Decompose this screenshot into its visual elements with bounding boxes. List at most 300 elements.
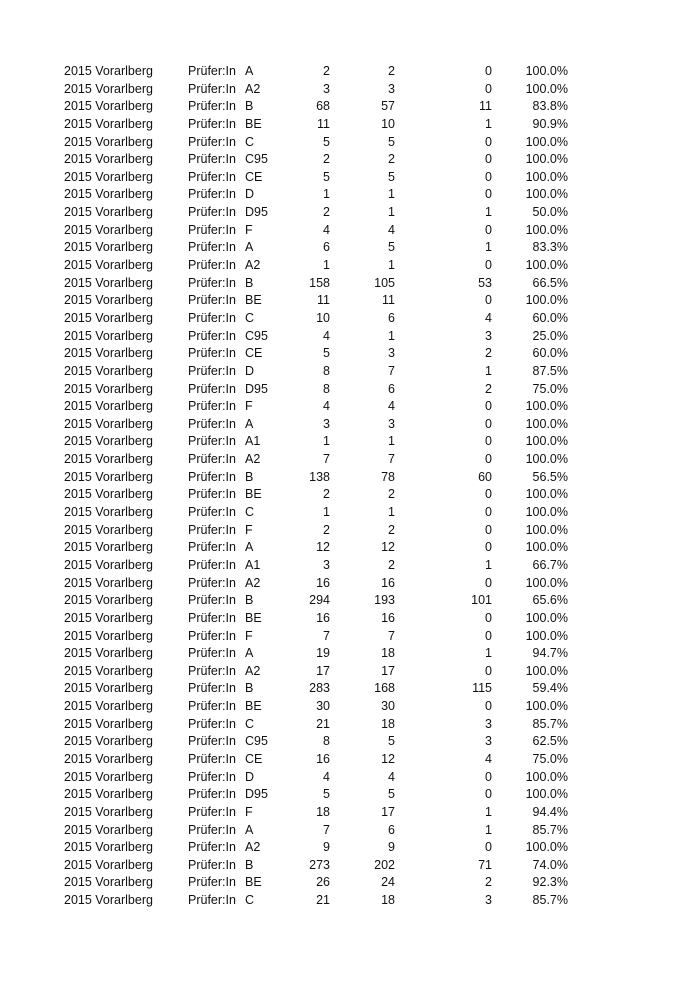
cell-license-class: A2: [245, 258, 261, 273]
cell-license-class: F: [245, 222, 253, 237]
cell-license-class: B: [245, 593, 254, 608]
table-row: [0, 186, 700, 204]
cell-total: 2: [323, 487, 330, 502]
cell-license-class: D: [245, 769, 255, 784]
cell-role: Prüfer:In: [188, 557, 236, 572]
cell-pass-rate: 100.0%: [525, 663, 568, 678]
cell-pass-rate: 56.5%: [532, 469, 568, 484]
cell-pass-rate: 100.0%: [525, 699, 568, 714]
cell-license-class: B: [245, 99, 254, 114]
cell-total: 7: [323, 628, 330, 643]
cell-passed: 5: [388, 240, 395, 255]
cell-year-region: 2015 Vorarlberg: [64, 787, 153, 802]
cell-failed: 0: [485, 628, 492, 643]
cell-failed: 0: [485, 610, 492, 625]
cell-role: Prüfer:In: [188, 452, 236, 467]
cell-pass-rate: 100.0%: [525, 575, 568, 590]
cell-license-class: C: [245, 893, 255, 908]
cell-pass-rate: 100.0%: [525, 787, 568, 802]
cell-role: Prüfer:In: [188, 99, 236, 114]
cell-role: Prüfer:In: [188, 328, 236, 343]
table-row: [0, 698, 700, 716]
cell-failed: 1: [485, 804, 492, 819]
cell-passed: 3: [388, 416, 395, 431]
cell-pass-rate: 100.0%: [525, 258, 568, 273]
table-row: [0, 628, 700, 646]
cell-passed: 2: [388, 487, 395, 502]
cell-role: Prüfer:In: [188, 469, 236, 484]
cell-failed: 101: [471, 593, 492, 608]
cell-role: Prüfer:In: [188, 187, 236, 202]
cell-total: 21: [316, 893, 330, 908]
cell-failed: 0: [485, 152, 492, 167]
cell-total: 273: [309, 857, 330, 872]
cell-role: Prüfer:In: [188, 152, 236, 167]
cell-role: Prüfer:In: [188, 81, 236, 96]
cell-role: Prüfer:In: [188, 646, 236, 661]
table-row: [0, 222, 700, 240]
cell-pass-rate: 100.0%: [525, 840, 568, 855]
cell-license-class: B: [245, 857, 254, 872]
cell-passed: 57: [381, 99, 395, 114]
cell-license-class: CE: [245, 751, 263, 766]
cell-year-region: 2015 Vorarlberg: [64, 134, 153, 149]
cell-failed: 1: [485, 116, 492, 131]
cell-pass-rate: 60.0%: [532, 310, 568, 325]
cell-year-region: 2015 Vorarlberg: [64, 893, 153, 908]
table-row: [0, 892, 700, 910]
cell-pass-rate: 100.0%: [525, 769, 568, 784]
cell-passed: 24: [381, 875, 395, 890]
cell-year-region: 2015 Vorarlberg: [64, 222, 153, 237]
cell-failed: 0: [485, 434, 492, 449]
cell-passed: 12: [381, 751, 395, 766]
cell-role: Prüfer:In: [188, 628, 236, 643]
cell-failed: 0: [485, 452, 492, 467]
cell-year-region: 2015 Vorarlberg: [64, 610, 153, 625]
cell-failed: 0: [485, 134, 492, 149]
cell-pass-rate: 100.0%: [525, 64, 568, 78]
cell-role: Prüfer:In: [188, 875, 236, 890]
cell-pass-rate: 74.0%: [532, 857, 568, 872]
cell-failed: 11: [479, 99, 492, 114]
cell-failed: 0: [485, 222, 492, 237]
cell-failed: 4: [485, 310, 492, 325]
cell-role: Prüfer:In: [188, 857, 236, 872]
cell-failed: 3: [485, 734, 492, 749]
cell-pass-rate: 100.0%: [525, 434, 568, 449]
table-row: [0, 381, 700, 399]
cell-year-region: 2015 Vorarlberg: [64, 487, 153, 502]
cell-passed: 6: [388, 381, 395, 396]
cell-year-region: 2015 Vorarlberg: [64, 293, 153, 308]
cell-pass-rate: 100.0%: [525, 222, 568, 237]
cell-license-class: C: [245, 134, 255, 149]
cell-passed: 1: [388, 505, 395, 520]
cell-total: 138: [309, 469, 330, 484]
cell-pass-rate: 100.0%: [525, 522, 568, 537]
cell-license-class: B: [245, 681, 254, 696]
cell-pass-rate: 100.0%: [525, 152, 568, 167]
cell-license-class: C95: [245, 734, 268, 749]
cell-pass-rate: 100.0%: [525, 134, 568, 149]
cell-passed: 11: [382, 293, 395, 308]
cell-pass-rate: 100.0%: [525, 487, 568, 502]
cell-total: 5: [323, 787, 330, 802]
cell-failed: 0: [485, 575, 492, 590]
cell-pass-rate: 100.0%: [525, 399, 568, 414]
cell-passed: 5: [388, 169, 395, 184]
cell-passed: 1: [388, 328, 395, 343]
cell-year-region: 2015 Vorarlberg: [64, 575, 153, 590]
cell-failed: 0: [485, 787, 492, 802]
cell-total: 2: [323, 522, 330, 537]
cell-role: Prüfer:In: [188, 310, 236, 325]
cell-total: 2: [323, 64, 330, 78]
cell-failed: 1: [485, 240, 492, 255]
table-row: [0, 857, 700, 875]
cell-year-region: 2015 Vorarlberg: [64, 505, 153, 520]
cell-pass-rate: 65.6%: [532, 593, 568, 608]
cell-total: 6: [323, 240, 330, 255]
table-row: [0, 804, 700, 822]
cell-license-class: A: [245, 64, 254, 78]
cell-total: 3: [323, 81, 330, 96]
table-row: [0, 116, 700, 134]
table-row: [0, 680, 700, 698]
cell-passed: 2: [388, 152, 395, 167]
cell-year-region: 2015 Vorarlberg: [64, 804, 153, 819]
cell-failed: 53: [478, 275, 492, 290]
cell-passed: 1: [388, 187, 395, 202]
cell-pass-rate: 85.7%: [532, 822, 568, 837]
cell-failed: 3: [485, 328, 492, 343]
table-row: [0, 204, 700, 222]
cell-total: 18: [316, 804, 330, 819]
cell-passed: 7: [388, 363, 395, 378]
cell-license-class: BE: [245, 875, 262, 890]
cell-year-region: 2015 Vorarlberg: [64, 152, 153, 167]
cell-failed: 0: [485, 487, 492, 502]
cell-pass-rate: 100.0%: [525, 169, 568, 184]
cell-year-region: 2015 Vorarlberg: [64, 452, 153, 467]
cell-role: Prüfer:In: [188, 64, 236, 78]
cell-failed: 0: [485, 187, 492, 202]
table-row: [0, 786, 700, 804]
cell-failed: 3: [485, 716, 492, 731]
cell-total: 21: [316, 716, 330, 731]
cell-license-class: A2: [245, 575, 261, 590]
cell-passed: 2: [388, 557, 395, 572]
cell-passed: 16: [381, 575, 395, 590]
data-table: [0, 63, 700, 910]
table-row: [0, 98, 700, 116]
table-row: [0, 469, 700, 487]
cell-pass-rate: 100.0%: [525, 505, 568, 520]
cell-failed: 3: [485, 893, 492, 908]
cell-passed: 193: [374, 593, 395, 608]
cell-failed: 115: [472, 681, 492, 696]
cell-license-class: A1: [245, 434, 261, 449]
cell-license-class: A1: [245, 557, 261, 572]
cell-passed: 2: [388, 64, 395, 78]
cell-license-class: F: [245, 804, 253, 819]
cell-role: Prüfer:In: [188, 205, 236, 220]
cell-failed: 0: [485, 505, 492, 520]
cell-role: Prüfer:In: [188, 822, 236, 837]
cell-total: 4: [323, 769, 330, 784]
cell-total: 4: [323, 222, 330, 237]
table-row: [0, 486, 700, 504]
cell-year-region: 2015 Vorarlberg: [64, 699, 153, 714]
cell-license-class: BE: [245, 293, 262, 308]
cell-total: 5: [323, 169, 330, 184]
cell-year-region: 2015 Vorarlberg: [64, 399, 153, 414]
cell-failed: 0: [485, 769, 492, 784]
cell-license-class: A: [245, 646, 254, 661]
cell-pass-rate: 66.5%: [532, 275, 568, 290]
cell-role: Prüfer:In: [188, 116, 236, 131]
cell-pass-rate: 85.7%: [532, 893, 568, 908]
cell-pass-rate: 75.0%: [532, 751, 568, 766]
cell-passed: 4: [388, 222, 395, 237]
cell-total: 1: [323, 434, 330, 449]
table-row: [0, 151, 700, 169]
table-row: [0, 345, 700, 363]
cell-role: Prüfer:In: [188, 840, 236, 855]
cell-role: Prüfer:In: [188, 169, 236, 184]
table-row: [0, 822, 700, 840]
cell-passed: 9: [388, 840, 395, 855]
cell-license-class: F: [245, 628, 253, 643]
table-row: [0, 663, 700, 681]
cell-failed: 0: [485, 699, 492, 714]
cell-passed: 1: [388, 258, 395, 273]
cell-total: 1: [323, 187, 330, 202]
cell-role: Prüfer:In: [188, 575, 236, 590]
cell-year-region: 2015 Vorarlberg: [64, 681, 153, 696]
cell-failed: 1: [485, 822, 492, 837]
cell-failed: 0: [485, 663, 492, 678]
cell-license-class: A: [245, 822, 254, 837]
cell-license-class: BE: [245, 610, 262, 625]
cell-passed: 105: [374, 275, 395, 290]
cell-passed: 78: [381, 469, 395, 484]
cell-total: 9: [323, 840, 330, 855]
cell-year-region: 2015 Vorarlberg: [64, 310, 153, 325]
table-row: [0, 610, 700, 628]
cell-failed: 0: [485, 169, 492, 184]
cell-pass-rate: 100.0%: [525, 293, 568, 308]
table-row: [0, 716, 700, 734]
cell-pass-rate: 100.0%: [525, 628, 568, 643]
cell-role: Prüfer:In: [188, 487, 236, 502]
cell-total: 7: [323, 822, 330, 837]
cell-year-region: 2015 Vorarlberg: [64, 857, 153, 872]
cell-license-class: C: [245, 505, 255, 520]
cell-pass-rate: 50.0%: [532, 205, 568, 220]
cell-license-class: D95: [245, 787, 268, 802]
cell-total: 16: [316, 575, 330, 590]
cell-role: Prüfer:In: [188, 134, 236, 149]
cell-role: Prüfer:In: [188, 540, 236, 555]
table-row: [0, 645, 700, 663]
cell-failed: 0: [485, 840, 492, 855]
cell-pass-rate: 83.8%: [532, 99, 568, 114]
cell-passed: 10: [381, 116, 395, 131]
cell-failed: 4: [485, 751, 492, 766]
cell-pass-rate: 100.0%: [525, 540, 568, 555]
table-row: [0, 539, 700, 557]
cell-total: 8: [323, 363, 330, 378]
cell-license-class: D: [245, 187, 255, 202]
cell-license-class: C: [245, 716, 255, 731]
table-row: [0, 239, 700, 257]
cell-passed: 18: [381, 646, 395, 661]
cell-total: 11: [317, 116, 330, 131]
cell-pass-rate: 100.0%: [525, 610, 568, 625]
cell-pass-rate: 59.4%: [532, 681, 568, 696]
cell-total: 17: [316, 663, 330, 678]
cell-year-region: 2015 Vorarlberg: [64, 205, 153, 220]
cell-failed: 60: [478, 469, 492, 484]
cell-passed: 7: [388, 452, 395, 467]
cell-total: 1: [323, 505, 330, 520]
table-row: [0, 134, 700, 152]
cell-year-region: 2015 Vorarlberg: [64, 434, 153, 449]
table-row: [0, 310, 700, 328]
cell-license-class: A: [245, 416, 254, 431]
cell-role: Prüfer:In: [188, 416, 236, 431]
cell-role: Prüfer:In: [188, 769, 236, 784]
cell-failed: 1: [485, 205, 492, 220]
cell-year-region: 2015 Vorarlberg: [64, 646, 153, 661]
table-row: [0, 592, 700, 610]
cell-failed: 1: [485, 363, 492, 378]
cell-role: Prüfer:In: [188, 363, 236, 378]
cell-passed: 12: [381, 540, 395, 555]
cell-role: Prüfer:In: [188, 222, 236, 237]
cell-license-class: D95: [245, 381, 268, 396]
table-row: [0, 257, 700, 275]
cell-total: 5: [323, 346, 330, 361]
cell-passed: 18: [381, 893, 395, 908]
cell-total: 7: [323, 452, 330, 467]
cell-year-region: 2015 Vorarlberg: [64, 81, 153, 96]
table-row: [0, 275, 700, 293]
cell-year-region: 2015 Vorarlberg: [64, 416, 153, 431]
cell-failed: 2: [485, 875, 492, 890]
cell-year-region: 2015 Vorarlberg: [64, 522, 153, 537]
cell-role: Prüfer:In: [188, 505, 236, 520]
cell-pass-rate: 83.3%: [532, 240, 568, 255]
cell-role: Prüfer:In: [188, 751, 236, 766]
table-row: [0, 733, 700, 751]
table-row: [0, 874, 700, 892]
cell-license-class: BE: [245, 116, 262, 131]
cell-passed: 7: [388, 628, 395, 643]
cell-pass-rate: 66.7%: [532, 557, 568, 572]
cell-failed: 0: [485, 522, 492, 537]
table-row: [0, 398, 700, 416]
cell-total: 3: [323, 416, 330, 431]
table-row: [0, 328, 700, 346]
cell-year-region: 2015 Vorarlberg: [64, 751, 153, 766]
cell-role: Prüfer:In: [188, 787, 236, 802]
cell-license-class: BE: [245, 487, 262, 502]
cell-year-region: 2015 Vorarlberg: [64, 64, 153, 78]
cell-passed: 3: [388, 81, 395, 96]
cell-license-class: A2: [245, 452, 261, 467]
cell-year-region: 2015 Vorarlberg: [64, 346, 153, 361]
cell-year-region: 2015 Vorarlberg: [64, 328, 153, 343]
cell-total: 30: [316, 699, 330, 714]
cell-pass-rate: 100.0%: [525, 452, 568, 467]
cell-license-class: D95: [245, 205, 268, 220]
cell-license-class: C95: [245, 152, 268, 167]
cell-total: 8: [323, 381, 330, 396]
cell-role: Prüfer:In: [188, 258, 236, 273]
cell-pass-rate: 90.9%: [532, 116, 568, 131]
cell-role: Prüfer:In: [188, 381, 236, 396]
cell-passed: 6: [388, 310, 395, 325]
cell-role: Prüfer:In: [188, 663, 236, 678]
cell-pass-rate: 87.5%: [532, 363, 568, 378]
cell-license-class: C95: [245, 328, 268, 343]
cell-role: Prüfer:In: [188, 522, 236, 537]
cell-license-class: A: [245, 240, 254, 255]
table-row: [0, 839, 700, 857]
cell-total: 1: [323, 258, 330, 273]
cell-passed: 17: [381, 663, 395, 678]
cell-license-class: A2: [245, 663, 261, 678]
cell-license-class: D: [245, 363, 255, 378]
cell-passed: 17: [381, 804, 395, 819]
table-row: [0, 363, 700, 381]
cell-license-class: CE: [245, 346, 263, 361]
table-row: [0, 451, 700, 469]
cell-role: Prüfer:In: [188, 893, 236, 908]
cell-year-region: 2015 Vorarlberg: [64, 734, 153, 749]
cell-license-class: B: [245, 469, 254, 484]
cell-passed: 3: [388, 346, 395, 361]
cell-role: Prüfer:In: [188, 434, 236, 449]
cell-license-class: CE: [245, 169, 263, 184]
cell-year-region: 2015 Vorarlberg: [64, 169, 153, 184]
cell-pass-rate: 85.7%: [532, 716, 568, 731]
cell-passed: 5: [388, 734, 395, 749]
table-row: [0, 504, 700, 522]
cell-passed: 202: [374, 857, 395, 872]
cell-failed: 0: [485, 293, 492, 308]
cell-total: 8: [323, 734, 330, 749]
cell-pass-rate: 94.4%: [532, 804, 568, 819]
cell-year-region: 2015 Vorarlberg: [64, 628, 153, 643]
cell-role: Prüfer:In: [188, 699, 236, 714]
cell-role: Prüfer:In: [188, 681, 236, 696]
cell-year-region: 2015 Vorarlberg: [64, 187, 153, 202]
cell-year-region: 2015 Vorarlberg: [64, 769, 153, 784]
cell-total: 16: [316, 610, 330, 625]
cell-passed: 4: [388, 769, 395, 784]
cell-passed: 168: [374, 681, 395, 696]
cell-license-class: F: [245, 522, 253, 537]
cell-failed: 2: [485, 346, 492, 361]
cell-year-region: 2015 Vorarlberg: [64, 258, 153, 273]
cell-year-region: 2015 Vorarlberg: [64, 240, 153, 255]
cell-year-region: 2015 Vorarlberg: [64, 381, 153, 396]
cell-failed: 0: [485, 81, 492, 96]
